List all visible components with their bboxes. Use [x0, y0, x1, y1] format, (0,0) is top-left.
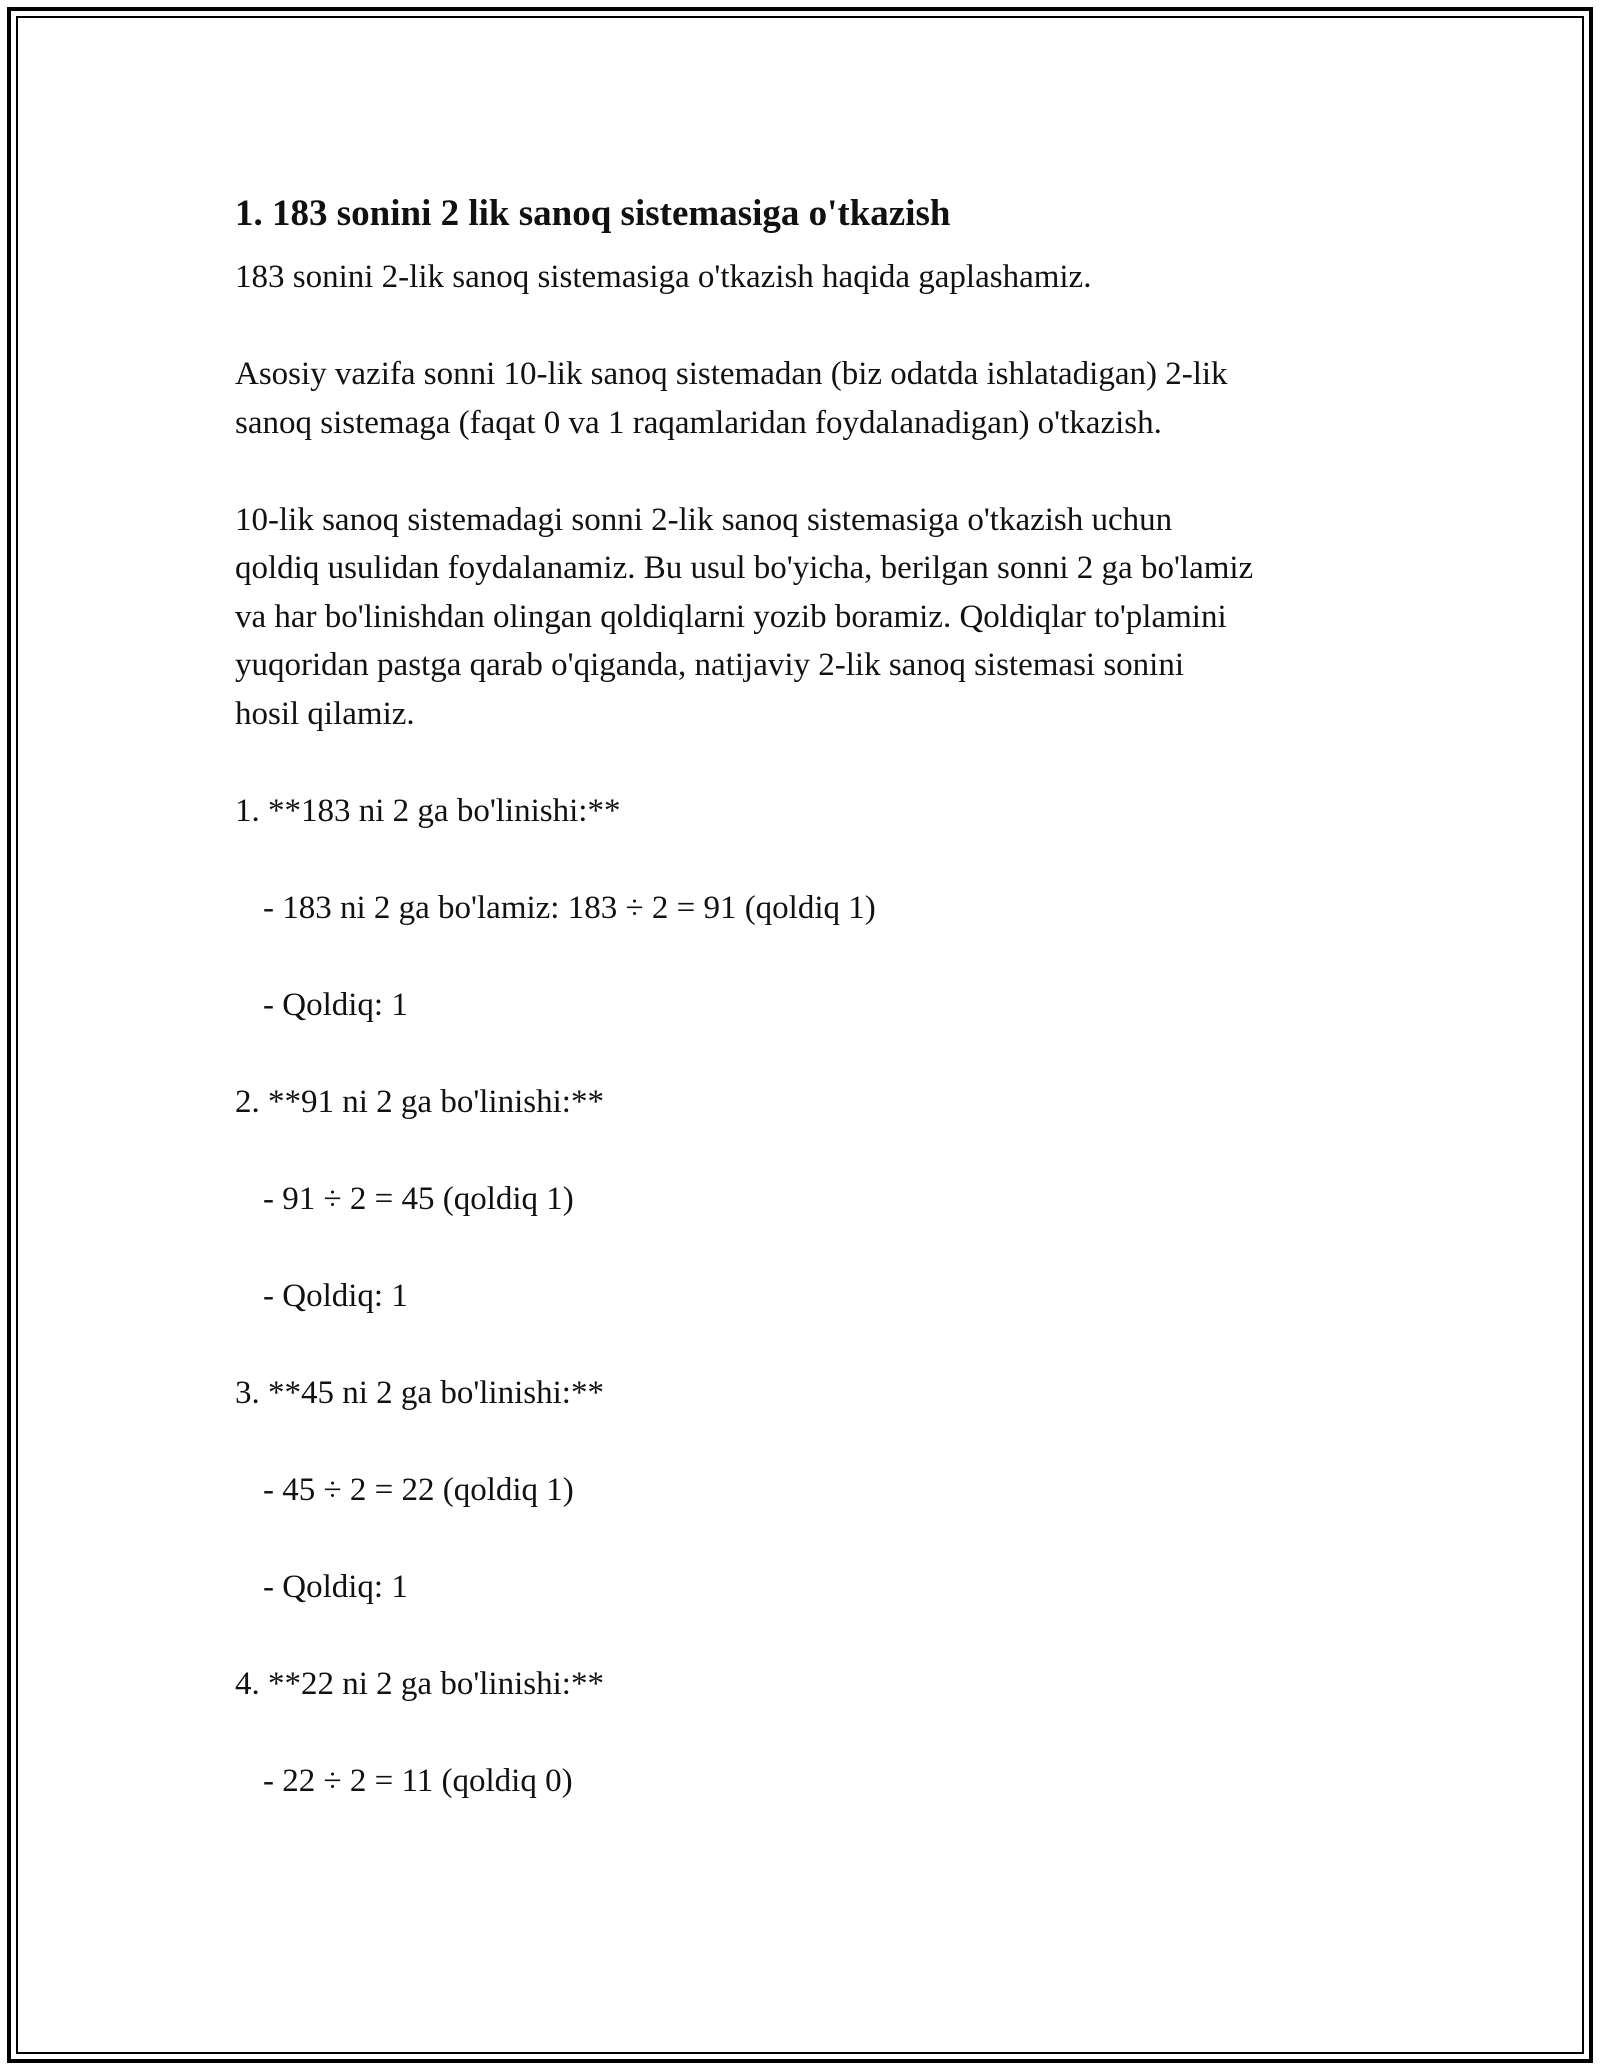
- step-2-division: - 91 ÷ 2 = 45 (qoldiq 1): [263, 1180, 574, 1217]
- step-1-division: - 183 ni 2 ga bo'lamiz: 183 ÷ 2 = 91 (qoldiq 1): [263, 889, 876, 926]
- intro-paragraph: 183 sonini 2-lik sanoq sistemasiga o'tkazish haqida gaplashamiz.: [235, 259, 1092, 295]
- task-line: sanoq sistemaga (faqat 0 va 1 raqamlaridan foydalanadigan) o'tkazish.: [235, 404, 1162, 441]
- method-paragraph: [235, 496, 1395, 739]
- step-4-division: - 22 ÷ 2 = 11 (qoldiq 0): [263, 1762, 573, 1799]
- method-line: qoldiq usulidan foydalanamiz. Bu usul bo'yicha, berilgan sonni 2 ga bo'lamiz: [235, 550, 1254, 586]
- step-4-heading: 4. **22 ni 2 ga bo'linishi:**: [235, 1665, 604, 1702]
- step-2-heading: 2. **91 ni 2 ga bo'linishi:**: [235, 1083, 604, 1120]
- step-1-remainder: - Qoldiq: 1: [263, 986, 408, 1023]
- method-line: va har bo'linishdan olingan qoldiqlarni yozib boramiz. Qoldiqlar to'plamini: [235, 598, 1227, 635]
- step-3-division: - 45 ÷ 2 = 22 (qoldiq 1): [263, 1471, 574, 1508]
- method-line: yuqoridan pastga qarab o'qiganda, natijaviy 2-lik sanoq sistemasi sonini: [235, 647, 1185, 683]
- method-line: 10-lik sanoq sistemadagi sonni 2-lik sanoq sistemasiga o'tkazish uchun: [235, 501, 1173, 538]
- task-paragraph: [235, 350, 1395, 447]
- step-3-remainder: - Qoldiq: 1: [263, 1568, 408, 1605]
- step-3-heading: 3. **45 ni 2 ga bo'linishi:**: [235, 1374, 604, 1411]
- method-line: hosil qilamiz.: [235, 695, 415, 732]
- step-1-heading: 1. **183 ni 2 ga bo'linishi:**: [235, 792, 621, 829]
- step-2-remainder: - Qoldiq: 1: [263, 1277, 408, 1314]
- document-body: [235, 185, 1395, 1805]
- document-title: 1. 183 sonini 2 lik sanoq sistemasiga o'tkazish: [235, 193, 951, 234]
- task-line: Asosiy vazifa sonni 10-lik sanoq sistemadan (biz odatda ishlatadigan) 2-lik: [235, 356, 1228, 392]
